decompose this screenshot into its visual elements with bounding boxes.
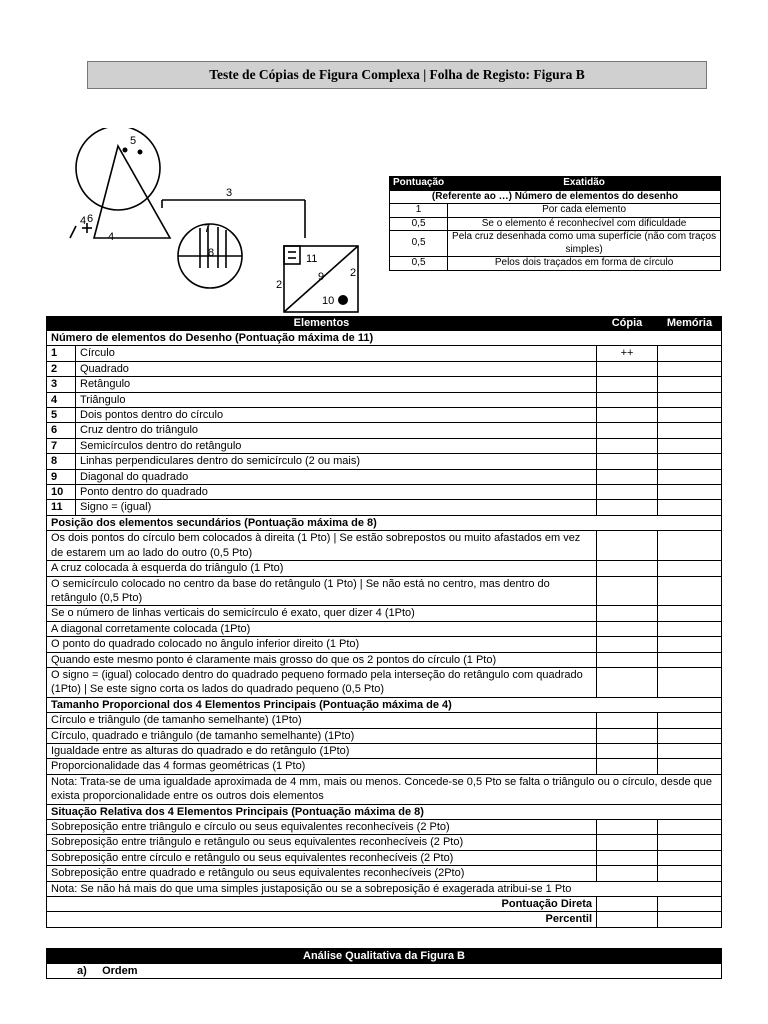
copy-cell[interactable] — [597, 912, 658, 927]
memory-cell[interactable] — [658, 500, 722, 515]
svg-text:7: 7 — [204, 223, 211, 235]
table-row — [47, 637, 722, 652]
element-number: 1 — [47, 346, 76, 361]
memory-cell[interactable] — [658, 621, 722, 636]
element-number: 5 — [47, 408, 76, 423]
element-number: 8 — [47, 454, 76, 469]
col-pontuacao: Pontuação — [390, 177, 448, 191]
memory-cell[interactable] — [658, 408, 722, 423]
criterion-label: Círculo e triângulo (de tamanho semelhante) (1Pto) — [47, 713, 597, 728]
element-label: Quadrado — [76, 361, 597, 376]
table-row — [47, 500, 722, 515]
page-title: Teste de Cópias de Figura Complexa | Folha de Registo: Figura B — [87, 61, 707, 89]
table-row — [47, 438, 722, 453]
element-number: 2 — [47, 361, 76, 376]
elements-table — [46, 316, 722, 928]
element-label: Ponto dentro do quadrado — [76, 485, 597, 500]
total-label: Percentil — [47, 912, 597, 927]
score-subheader: (Referente ao …) Número de elementos do desenho — [390, 190, 721, 204]
copy-cell[interactable] — [597, 377, 658, 392]
copy-cell[interactable] — [597, 728, 658, 743]
element-number: 10 — [47, 485, 76, 500]
section-title: Situação Relativa dos 4 Elementos Principais (Pontuação máxima de 8) — [47, 804, 722, 819]
copy-cell[interactable] — [597, 576, 658, 606]
criterion-label: Sobreposição entre quadrado e retângulo ou seus equivalentes reconhecíveis (2Pto) — [47, 866, 597, 881]
svg-text:2: 2 — [350, 267, 357, 279]
copy-cell[interactable] — [597, 392, 658, 407]
memory-cell[interactable] — [658, 850, 722, 865]
note-row: Nota: Trata-se de uma igualdade aproximada de 4 mm, mais ou menos. Concede-se 0,5 Pto se falta o triângulo ou o círculo, desde que exista proporcionalidade entre os outros dois elementos — [47, 774, 722, 804]
table-row — [47, 606, 722, 621]
table-row — [47, 621, 722, 636]
criterion-label: Os dois pontos do círculo bem colocados à direita (1 Pto) | Se estão sobrepostos ou muito afastados em vez de estarem um ao lado do outro (0,5 Pto) — [47, 531, 597, 561]
copy-cell[interactable] — [597, 713, 658, 728]
copy-cell[interactable] — [597, 485, 658, 500]
svg-text:2: 2 — [276, 279, 283, 291]
memory-cell[interactable] — [658, 866, 722, 881]
element-number: 9 — [47, 469, 76, 484]
memory-cell[interactable] — [658, 606, 722, 621]
criterion-label: Igualdade entre as alturas do quadrado e do retângulo (1Pto) — [47, 743, 597, 758]
element-number: 11 — [47, 500, 76, 515]
table-row — [47, 743, 722, 758]
memory-cell[interactable] — [658, 392, 722, 407]
copy-cell[interactable] — [597, 667, 658, 697]
qualitative-table — [46, 948, 722, 979]
criterion-label: Sobreposição entre círculo e retângulo ou seus equivalentes reconhecíveis (2 Pto) — [47, 850, 597, 865]
col-copia: Cópia — [597, 317, 658, 331]
memory-cell[interactable] — [658, 820, 722, 835]
copy-cell[interactable] — [597, 621, 658, 636]
copy-cell[interactable] — [597, 531, 658, 561]
svg-text:9: 9 — [318, 271, 325, 283]
criterion-label: Sobreposição entre triângulo e círculo ou seus equivalentes reconhecíveis (2 Pto) — [47, 820, 597, 835]
table-row — [47, 454, 722, 469]
table-row — [47, 485, 722, 500]
score-desc: Pelos dois traçados em forma de círculo — [448, 257, 721, 271]
table-row — [47, 652, 722, 667]
col-memoria: Memória — [658, 317, 722, 331]
memory-cell[interactable] — [658, 361, 722, 376]
copy-cell[interactable] — [597, 637, 658, 652]
score-desc: Por cada elemento — [448, 204, 721, 218]
section-title: Posição dos elementos secundários (Pontuação máxima de 8) — [47, 515, 722, 530]
svg-text:11: 11 — [306, 253, 318, 265]
table-row — [47, 835, 722, 850]
element-number: 4 — [47, 392, 76, 407]
criterion-label: A diagonal corretamente colocada (1Pto) — [47, 621, 597, 636]
svg-text:4: 4 — [108, 231, 115, 243]
section-title: Número de elementos do Desenho (Pontuação máxima de 11) — [47, 331, 722, 346]
memory-cell[interactable] — [658, 728, 722, 743]
score-points: 0,5 — [390, 231, 448, 257]
memory-cell[interactable] — [658, 346, 722, 361]
table-row — [47, 728, 722, 743]
element-label: Cruz dentro do triângulo — [76, 423, 597, 438]
svg-text:6: 6 — [87, 213, 94, 225]
memory-cell[interactable] — [658, 561, 722, 576]
criterion-label: Círculo, quadrado e triângulo (de tamanho semelhante) (1Pto) — [47, 728, 597, 743]
copy-cell[interactable] — [597, 500, 658, 515]
copy-cell[interactable] — [597, 759, 658, 774]
score-desc: Pela cruz desenhada como uma superfície (não com traços simples) — [448, 231, 721, 257]
criterion-label: A cruz colocada à esquerda do triângulo (1 Pto) — [47, 561, 597, 576]
memory-cell[interactable] — [658, 438, 722, 453]
qualitative-item — [47, 964, 722, 979]
table-row — [47, 377, 722, 392]
table-row — [47, 531, 722, 561]
score-points: 0,5 — [390, 257, 448, 271]
item-letter: a) — [77, 965, 87, 977]
table-row — [47, 850, 722, 865]
element-label: Triângulo — [76, 392, 597, 407]
svg-text:5: 5 — [130, 135, 137, 147]
element-number: 7 — [47, 438, 76, 453]
section-title: Tamanho Proporcional dos 4 Elementos Principais (Pontuação máxima de 4) — [47, 697, 722, 712]
memory-cell[interactable] — [658, 667, 722, 697]
total-label: Pontuação Direta — [47, 897, 597, 912]
copy-cell[interactable] — [597, 438, 658, 453]
memory-cell[interactable] — [658, 897, 722, 912]
memory-cell[interactable] — [658, 835, 722, 850]
memory-cell[interactable] — [658, 576, 722, 606]
memory-cell[interactable] — [658, 485, 722, 500]
element-label: Signo = (igual) — [76, 500, 597, 515]
copy-cell[interactable] — [597, 606, 658, 621]
svg-text:8: 8 — [208, 247, 215, 259]
table-row — [47, 408, 722, 423]
criterion-label: Se o número de linhas verticais do semicírculo é exato, quer dizer 4 (1Pto) — [47, 606, 597, 621]
criterion-label: Proporcionalidade das 4 formas geométricas (1 Pto) — [47, 759, 597, 774]
table-row — [47, 469, 722, 484]
table-row — [47, 820, 722, 835]
copy-cell[interactable] — [597, 835, 658, 850]
table-row — [47, 346, 722, 361]
criterion-label: Sobreposição entre triângulo e retângulo ou seus equivalentes reconhecíveis (2 Pto) — [47, 835, 597, 850]
criterion-label: O semicírculo colocado no centro da base do retângulo (1 Pto) | Se não está no centro, mas dentro do retângulo (0,5 Pto) — [47, 576, 597, 606]
score-points: 0,5 — [390, 217, 448, 231]
element-label: Retângulo — [76, 377, 597, 392]
copy-cell[interactable] — [597, 897, 658, 912]
svg-text:10: 10 — [322, 295, 335, 307]
memory-cell[interactable] — [658, 423, 722, 438]
item-label: Ordem — [102, 965, 138, 977]
qualitative-header: Análise Qualitativa da Figura B — [47, 949, 722, 964]
score-desc: Se o elemento é reconhecível com dificuldade — [448, 217, 721, 231]
memory-cell[interactable] — [658, 912, 722, 927]
criterion-label: O signo = (igual) colocado dentro do quadrado pequeno formado pela interseção do retângulo com quadrado (1Pto) | Se este signo corta os lados do quadrado pequeno (0,5 Pto) — [47, 667, 597, 697]
table-row — [47, 392, 722, 407]
col-elementos: Elementos — [47, 317, 597, 331]
copy-cell[interactable] — [597, 820, 658, 835]
memory-cell[interactable] — [658, 652, 722, 667]
memory-cell[interactable] — [658, 531, 722, 561]
copy-cell[interactable] — [597, 454, 658, 469]
note-row: Nota: Se não há mais do que uma simples justaposição ou se a sobreposição é exagerada atribui-se 1 Pto — [47, 881, 722, 896]
scoring-criteria-table — [389, 176, 721, 271]
memory-cell[interactable] — [658, 743, 722, 758]
copy-cell[interactable] — [597, 469, 658, 484]
memory-cell[interactable] — [658, 713, 722, 728]
col-exatidao: Exatidão — [448, 177, 721, 191]
copy-cell[interactable] — [597, 652, 658, 667]
table-row — [47, 423, 722, 438]
element-number: 3 — [47, 377, 76, 392]
table-row — [47, 361, 722, 376]
element-label: Círculo — [76, 346, 597, 361]
svg-text:3: 3 — [226, 187, 233, 199]
table-row — [47, 667, 722, 697]
element-label: Diagonal do quadrado — [76, 469, 597, 484]
element-label: Linhas perpendiculares dentro do semicírculo (2 ou mais) — [76, 454, 597, 469]
copy-cell[interactable] — [597, 850, 658, 865]
svg-text:4: 4 — [80, 215, 87, 227]
memory-cell[interactable] — [658, 377, 722, 392]
table-row — [47, 759, 722, 774]
copy-cell[interactable] — [597, 408, 658, 423]
copy-cell[interactable] — [597, 743, 658, 758]
memory-cell[interactable] — [658, 454, 722, 469]
table-row — [47, 866, 722, 881]
criterion-label: O ponto do quadrado colocado no ângulo inferior direito (1 Pto) — [47, 637, 597, 652]
element-number: 6 — [47, 423, 76, 438]
complex-figure-b — [60, 128, 370, 318]
copy-cell[interactable] — [597, 561, 658, 576]
table-row — [47, 561, 722, 576]
copy-cell[interactable]: ++ — [597, 346, 658, 361]
memory-cell[interactable] — [658, 637, 722, 652]
element-label: Dois pontos dentro do círculo — [76, 408, 597, 423]
table-row — [47, 576, 722, 606]
copy-cell[interactable] — [597, 361, 658, 376]
copy-cell[interactable] — [597, 866, 658, 881]
criterion-label: Quando este mesmo ponto é claramente mais grosso do que os 2 pontos do círculo (1 Pto) — [47, 652, 597, 667]
memory-cell[interactable] — [658, 759, 722, 774]
score-points: 1 — [390, 204, 448, 218]
copy-cell[interactable] — [597, 423, 658, 438]
table-row — [47, 713, 722, 728]
memory-cell[interactable] — [658, 469, 722, 484]
element-label: Semicírculos dentro do retângulo — [76, 438, 597, 453]
